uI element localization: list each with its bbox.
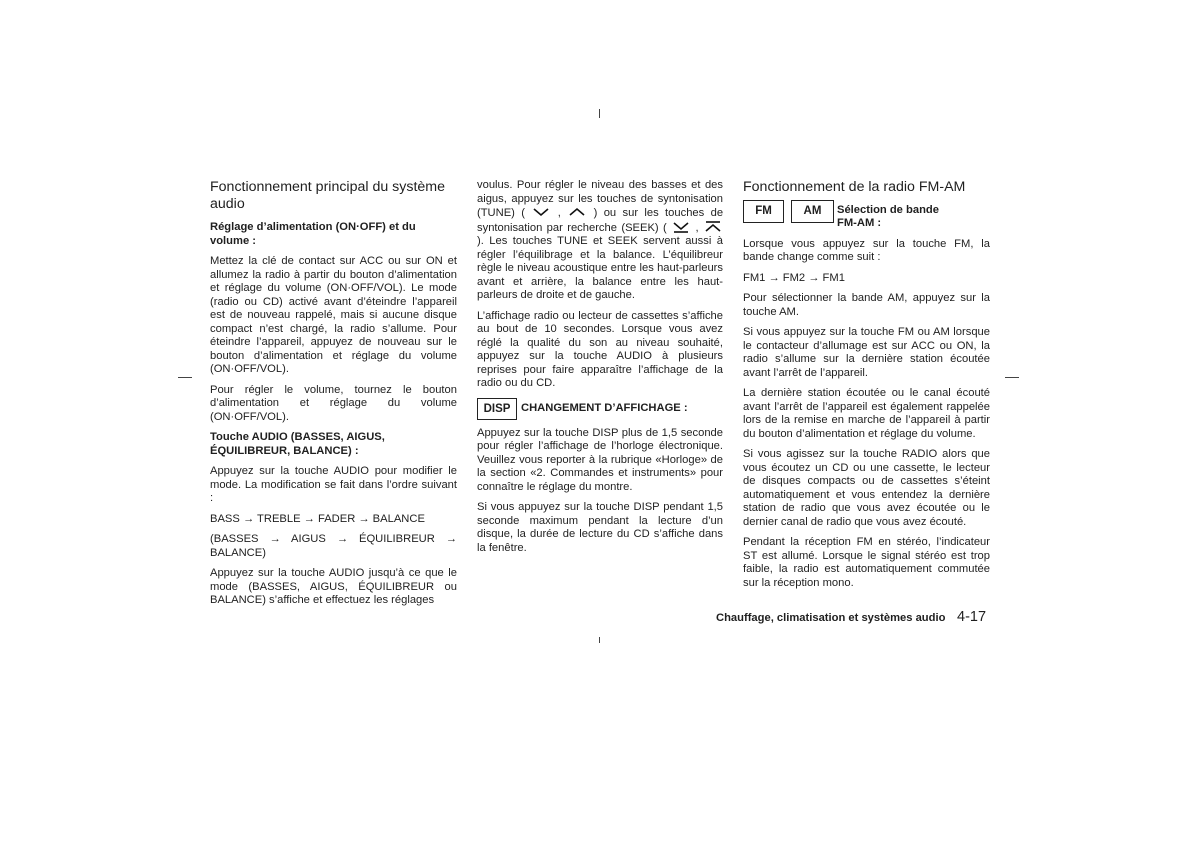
page-number: 4-17 xyxy=(957,609,987,625)
crop-mark-bottom xyxy=(599,637,600,643)
seek-up-icon xyxy=(703,221,723,233)
paragraph: L’affichage radio ou lecteur de cassettes s’affiche au bout de 10 secondes. Lorsque vous avez réglé la qualité du son au niveau souhaité, appuyez sur la touche AUDIO à plusieurs reprises pour faire apparaître l’affichage de la radio ou du CD. xyxy=(477,309,723,389)
am-key: AM xyxy=(791,200,834,223)
fm-key: FM xyxy=(743,200,784,223)
section-title-audio: Fonctionnement principal du système audio xyxy=(210,179,446,212)
footer-section-title: Chauffage, climatisation et systèmes audio xyxy=(716,612,946,624)
subheading-audio-key: Touche AUDIO (BASSES, AIGUS, ÉQUILIBREUR, BALANCE) : xyxy=(210,431,385,457)
crop-mark-top xyxy=(599,109,600,118)
paragraph: Appuyez sur la touche AUDIO pour modifier le mode. La modification se fait dans l’ordre suivant : xyxy=(210,465,457,504)
paragraph: Pour sélectionner la bande AM, appuyez sur la touche AM. xyxy=(743,292,990,318)
paragraph: Appuyez sur la touche AUDIO jusqu’à ce que le mode (BASSES, AIGUS, ÉQUILIBREUR ou BALANCE) s’affiche et effectuez les réglages xyxy=(210,567,457,606)
band-heading-row xyxy=(743,200,990,231)
sequence-fm: FM1 → FM2 → FM1 xyxy=(743,271,845,284)
middle-column xyxy=(477,179,723,562)
paragraph: Si vous agissez sur la touche RADIO alors que vous écoutez un CD ou une cassette, le lecteur de disques compacts ou de cassettes s’éteint automatiquement et vous entendez la dernière station de radio que vous avez écoutée ou le dernier canal de radio que vous avez écouté. xyxy=(743,448,990,528)
subheading-power-volume: Réglage d’alimentation (ON·OFF) et du volume : xyxy=(210,221,416,247)
paragraph: Lorsque vous appuyez sur la touche FM, la bande change comme suit : xyxy=(743,237,990,263)
section-title-radio: Fonctionnement de la radio FM-AM xyxy=(743,179,966,195)
right-column xyxy=(743,179,990,597)
subheading-display-change: CHANGEMENT D’AFFICHAGE : xyxy=(521,401,688,414)
left-column xyxy=(210,179,457,615)
sequence-french: (BASSES → AIGUS → ÉQUILIBREUR → BALANCE) xyxy=(210,533,457,559)
paragraph: Appuyez sur la touche DISP plus de 1,5 seconde pour régler l’affichage de l’horloge électronique. Veuillez vous reporter à la rubrique «Horloge» de la section «2. Commandes et instruments» pour connaître le réglage du montre. xyxy=(477,426,723,493)
paragraph: Si vous appuyez sur la touche DISP pendant 1,5 seconde maximum pendant la lecture d’un disque, la durée de lecture du CD s’affiche dans la fenêtre. xyxy=(477,501,723,554)
chevron-up-icon xyxy=(567,206,587,218)
disp-key: DISP xyxy=(477,398,517,420)
sequence-english: BASS → TREBLE → FADER → BALANCE xyxy=(210,512,425,525)
paragraph-tune-seek: voulus. Pour régler le niveau des basses et des aigus, appuyez sur les touches de syntonisation (TUNE) ( , ) ou sur les touches de syntonisation par recherche (SEEK) ( , ). Les touches TUNE et SEEK servent aussi à régler l’équilibrage et la balance. L’équilibreur règle le niveau acoustique entre les haut-parleurs avant et arrière, la balance entre les haut-parleurs de droite et de gauche. xyxy=(477,179,724,301)
paragraph: Si vous appuyez sur la touche FM ou AM lorsque le contacteur d’allumage est sur ACC ou ON, la radio s’allume sur la dernière station écoutée avant l’arrêt de l’appareil. xyxy=(743,326,990,379)
chevron-down-icon xyxy=(531,206,551,218)
paragraph: Pour régler le volume, tournez le bouton d’alimentation et réglage du volume (ON·OFF/VOL). xyxy=(210,383,457,423)
paragraph: Pendant la réception FM en stéréo, l’indicateur ST est allumé. Lorsque le signal stéréo est trop faible, la radio est automatiquement commutée sur la réception mono. xyxy=(743,536,990,589)
subheading-band-selection: Sélection de bande FM-AM : xyxy=(837,203,939,229)
disp-heading-row xyxy=(477,398,723,420)
paragraph: La dernière station écoutée ou le canal écouté avant l’arrêt de l’appareil est également rappelée lors de la remise en marche de l’appareil à partir du bouton d’alimentation et réglage du volume. xyxy=(743,387,990,440)
page-footer xyxy=(716,609,996,629)
paragraph: Mettez la clé de contact sur ACC ou sur ON et allumez la radio à partir du bouton d’alimentation et réglage du volume (ON·OFF/VOL). Le mode (radio ou CD) activé avant d’éteindre l’appareil est de nouveau rappelé, mais si aucune disque compact n’est chargé, la radio s’allume. Pour éteindre l’appareil, appuyez de nouveau sur le bouton d’alimentation et réglage du volume (ON·OFF/VOL). xyxy=(210,255,457,375)
crop-mark-left xyxy=(178,377,192,378)
crop-mark-right xyxy=(1005,377,1019,378)
seek-down-icon xyxy=(671,221,691,233)
